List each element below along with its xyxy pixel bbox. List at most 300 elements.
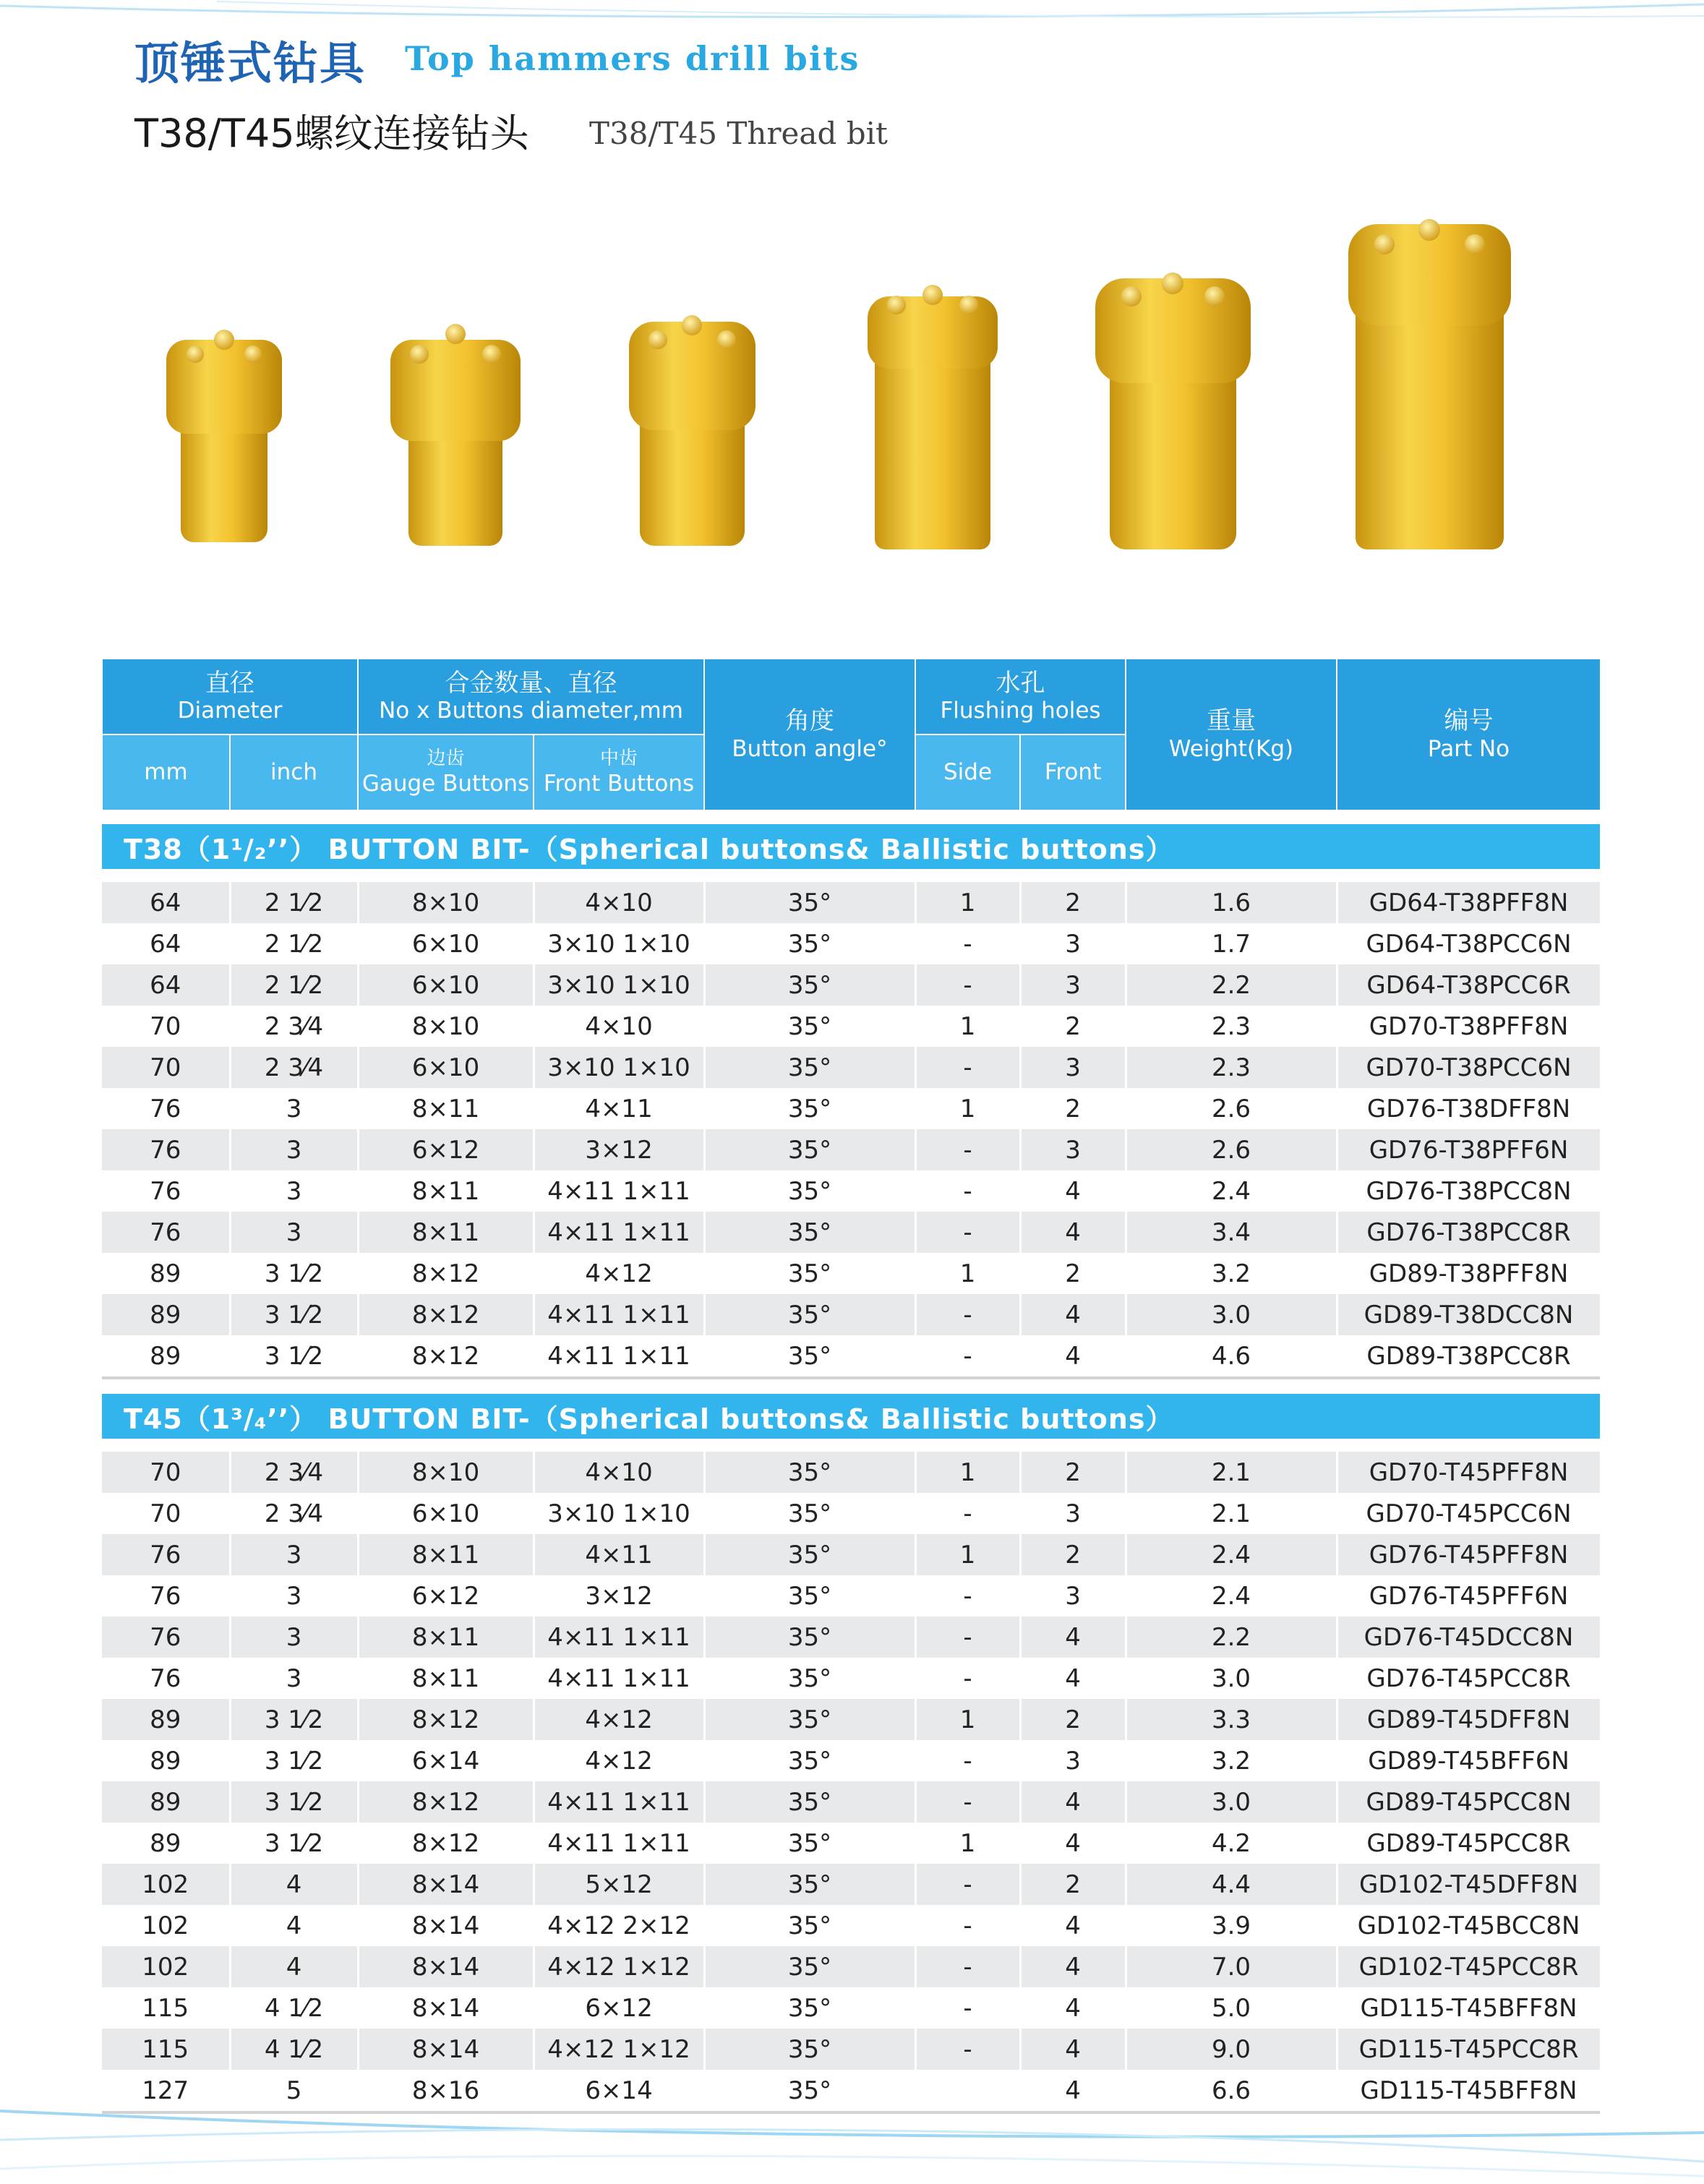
cell-angle: 35° — [704, 1905, 915, 1946]
cell-gauge: 8×12 — [358, 1699, 534, 1740]
cell-inch: 3 — [230, 1575, 358, 1616]
cell-part-no: GD64-T38PCC6N — [1337, 923, 1601, 964]
cell-front: 4 — [1020, 1987, 1126, 2029]
table-row — [102, 1335, 1601, 1376]
table-row — [102, 2029, 1601, 2070]
cell-front-buttons: 4×11 1×11 — [534, 1335, 704, 1376]
cell-angle: 35° — [704, 1253, 915, 1294]
cell-front-buttons: 4×12 — [534, 1740, 704, 1781]
cell-front: 3 — [1020, 964, 1126, 1006]
header-inch: inch — [230, 735, 358, 810]
header-front: Front — [1020, 735, 1126, 810]
cell-side: - — [915, 1129, 1020, 1170]
cell-front-buttons: 4×11 — [534, 1534, 704, 1575]
cell-part-no: GD89-T38PFF8N — [1337, 1253, 1601, 1294]
cell-front: 2 — [1020, 1699, 1126, 1740]
table-row — [102, 1047, 1601, 1088]
cell-weight: 3.0 — [1126, 1781, 1337, 1823]
cell-front-buttons: 4×12 1×12 — [534, 1946, 704, 1987]
cell-front: 4 — [1020, 1823, 1126, 1864]
cell-front-buttons: 3×10 1×10 — [534, 1493, 704, 1534]
cell-weight: 5.0 — [1126, 1987, 1337, 2029]
cell-front: 2 — [1020, 1534, 1126, 1575]
cell-front: 3 — [1020, 1740, 1126, 1781]
cell-inch: 4 1⁄2 — [230, 2029, 358, 2070]
cell-front: 4 — [1020, 1616, 1126, 1658]
cell-angle: 35° — [704, 1170, 915, 1212]
cell-gauge: 8×10 — [358, 1006, 534, 1047]
cell-part-no: GD76-T45PCC8R — [1337, 1658, 1601, 1699]
cell-front-buttons: 3×12 — [534, 1575, 704, 1616]
cell-front: 3 — [1020, 923, 1126, 964]
cell-angle: 35° — [704, 1335, 915, 1376]
cell-front-buttons: 4×12 1×12 — [534, 2029, 704, 2070]
cell-angle: 35° — [704, 1823, 915, 1864]
cell-side: - — [915, 1335, 1020, 1376]
cell-side: - — [915, 2029, 1020, 2070]
cell-weight: 2.4 — [1126, 1534, 1337, 1575]
cell-weight: 2.1 — [1126, 1493, 1337, 1534]
cell-mm: 89 — [102, 1699, 230, 1740]
header-flushing: 水孔 Flushing holes — [915, 659, 1126, 735]
cell-angle: 35° — [704, 1740, 915, 1781]
cell-part-no: GD89-T45BFF6N — [1337, 1740, 1601, 1781]
cell-gauge: 8×16 — [358, 2070, 534, 2111]
cell-part-no: GD115-T45PCC8R — [1337, 2029, 1601, 2070]
table-row — [102, 1212, 1601, 1253]
cell-front: 4 — [1020, 2070, 1126, 2111]
cell-angle: 35° — [704, 1699, 915, 1740]
cell-side: - — [915, 1946, 1020, 1987]
table-row — [102, 882, 1601, 923]
header-front-buttons: 中齿 Front Buttons — [534, 735, 704, 810]
cell-weight: 7.0 — [1126, 1946, 1337, 1987]
cell-gauge: 6×10 — [358, 1047, 534, 1088]
cell-inch: 3 1⁄2 — [230, 1699, 358, 1740]
cell-part-no: GD70-T45PCC6N — [1337, 1493, 1601, 1534]
cell-mm: 115 — [102, 1987, 230, 2029]
cell-angle: 35° — [704, 1864, 915, 1905]
cell-part-no: GD89-T45DFF8N — [1337, 1699, 1601, 1740]
cell-inch: 2 1⁄2 — [230, 923, 358, 964]
cell-inch: 3 1⁄2 — [230, 1253, 358, 1294]
cell-weight: 3.0 — [1126, 1294, 1337, 1335]
cell-mm: 76 — [102, 1129, 230, 1170]
cell-gauge: 8×12 — [358, 1823, 534, 1864]
table-row — [102, 1452, 1601, 1493]
table-row — [102, 1006, 1601, 1047]
cell-gauge: 6×10 — [358, 964, 534, 1006]
cell-gauge: 8×11 — [358, 1170, 534, 1212]
cell-front-buttons: 4×11 1×11 — [534, 1823, 704, 1864]
cell-front-buttons: 4×12 2×12 — [534, 1905, 704, 1946]
cell-front-buttons: 3×10 1×10 — [534, 964, 704, 1006]
cell-gauge: 8×11 — [358, 1534, 534, 1575]
cell-gauge: 6×10 — [358, 923, 534, 964]
section-header — [102, 824, 1601, 869]
cell-front-buttons: 6×12 — [534, 1987, 704, 2029]
cell-weight: 2.3 — [1126, 1006, 1337, 1047]
cell-weight: 3.0 — [1126, 1658, 1337, 1699]
table-row — [102, 1987, 1601, 2029]
table-row — [102, 1493, 1601, 1534]
cell-weight: 9.0 — [1126, 2029, 1337, 2070]
cell-weight: 1.6 — [1126, 882, 1337, 923]
cell-angle: 35° — [704, 923, 915, 964]
drill-bit-image-2 — [390, 324, 521, 546]
table-row — [102, 1534, 1601, 1575]
cell-mm: 89 — [102, 1294, 230, 1335]
cell-part-no: GD76-T38PFF6N — [1337, 1129, 1601, 1170]
cell-weight: 6.6 — [1126, 2070, 1337, 2111]
table-row — [102, 1294, 1601, 1335]
cell-inch: 3 — [230, 1212, 358, 1253]
cell-weight: 3.2 — [1126, 1740, 1337, 1781]
cell-mm: 89 — [102, 1740, 230, 1781]
cell-mm: 89 — [102, 1823, 230, 1864]
cell-inch: 3 — [230, 1616, 358, 1658]
section-spacer — [102, 1439, 1601, 1452]
cell-weight: 4.2 — [1126, 1823, 1337, 1864]
cell-inch: 2 3⁄4 — [230, 1493, 358, 1534]
cell-angle: 35° — [704, 882, 915, 923]
cell-side: - — [915, 964, 1020, 1006]
cell-angle: 35° — [704, 1534, 915, 1575]
cell-side: 1 — [915, 1699, 1020, 1740]
cell-angle: 35° — [704, 2029, 915, 2070]
cell-gauge: 8×14 — [358, 2029, 534, 2070]
cell-front-buttons: 4×11 1×11 — [534, 1781, 704, 1823]
header-partno: 编号 Part No — [1337, 659, 1601, 810]
cell-angle: 35° — [704, 1781, 915, 1823]
cell-gauge: 8×11 — [358, 1658, 534, 1699]
cell-side: - — [915, 1493, 1020, 1534]
cell-angle: 35° — [704, 1129, 915, 1170]
cell-mm: 76 — [102, 1088, 230, 1129]
cell-angle: 35° — [704, 1575, 915, 1616]
cell-part-no: GD102-T45BCC8N — [1337, 1905, 1601, 1946]
cell-front: 4 — [1020, 1781, 1126, 1823]
cell-side: - — [915, 1616, 1020, 1658]
cell-gauge: 8×14 — [358, 1946, 534, 1987]
cell-side: - — [915, 1575, 1020, 1616]
cell-gauge: 8×12 — [358, 1335, 534, 1376]
cell-inch: 3 — [230, 1129, 358, 1170]
cell-mm: 115 — [102, 2029, 230, 2070]
cell-front-buttons: 4×11 1×11 — [534, 1658, 704, 1699]
cell-front-buttons: 4×12 — [534, 1253, 704, 1294]
cell-angle: 35° — [704, 1212, 915, 1253]
cell-front-buttons: 4×11 1×11 — [534, 1616, 704, 1658]
section-title: T45（1³/₄’’） BUTTON BIT-（Spherical buttons& Ballistic buttons） — [102, 1394, 1601, 1439]
cell-gauge: 6×12 — [358, 1575, 534, 1616]
section-spacer — [102, 1379, 1601, 1394]
cell-front-buttons: 4×11 — [534, 1088, 704, 1129]
cell-weight: 1.7 — [1126, 923, 1337, 964]
cell-side: 1 — [915, 1253, 1020, 1294]
cell-weight: 4.6 — [1126, 1335, 1337, 1376]
cell-front-buttons: 4×11 1×11 — [534, 1212, 704, 1253]
cell-front-buttons: 3×10 1×10 — [534, 923, 704, 964]
cell-gauge: 8×12 — [358, 1781, 534, 1823]
cell-inch: 3 1⁄2 — [230, 1335, 358, 1376]
cell-angle: 35° — [704, 1987, 915, 2029]
cell-angle: 35° — [704, 1294, 915, 1335]
cell-weight: 2.2 — [1126, 1616, 1337, 1658]
page-title-en: Top hammers drill bits — [405, 39, 860, 78]
drill-bit-image-1 — [166, 330, 282, 542]
cell-weight: 2.1 — [1126, 1452, 1337, 1493]
cell-inch: 4 — [230, 1905, 358, 1946]
cell-part-no: GD102-T45PCC8R — [1337, 1946, 1601, 1987]
cell-front-buttons: 4×10 — [534, 882, 704, 923]
cell-mm: 76 — [102, 1534, 230, 1575]
cell-weight: 3.9 — [1126, 1905, 1337, 1946]
table-row — [102, 1616, 1601, 1658]
cell-inch: 5 — [230, 2070, 358, 2111]
bottom-wave-decoration — [0, 2097, 1704, 2184]
header-diameter: 直径 Diameter — [102, 659, 358, 735]
cell-front: 4 — [1020, 1212, 1126, 1253]
cell-angle: 35° — [704, 1946, 915, 1987]
cell-gauge: 8×14 — [358, 1905, 534, 1946]
cell-part-no: GD70-T38PFF8N — [1337, 1006, 1601, 1047]
drill-bit-image-5 — [1095, 273, 1251, 549]
cell-side: - — [915, 923, 1020, 964]
drill-bit-image-4 — [868, 285, 998, 549]
table-row — [102, 1781, 1601, 1823]
cell-gauge: 8×11 — [358, 1616, 534, 1658]
cell-side: - — [915, 1047, 1020, 1088]
cell-angle: 35° — [704, 1616, 915, 1658]
cell-side: - — [915, 1294, 1020, 1335]
cell-part-no: GD70-T45PFF8N — [1337, 1452, 1601, 1493]
cell-part-no: GD70-T38PCC6N — [1337, 1047, 1601, 1088]
cell-part-no: GD76-T38PCC8R — [1337, 1212, 1601, 1253]
cell-front: 2 — [1020, 1864, 1126, 1905]
cell-part-no: GD115-T45BFF8N — [1337, 2070, 1601, 2111]
cell-part-no: GD89-T45PCC8N — [1337, 1781, 1601, 1823]
section-header — [102, 1394, 1601, 1439]
cell-part-no: GD89-T38PCC8R — [1337, 1335, 1601, 1376]
table-row — [102, 1253, 1601, 1294]
header-angle: 角度 Button angle° — [704, 659, 915, 810]
cell-inch: 2 3⁄4 — [230, 1452, 358, 1493]
cell-gauge: 8×10 — [358, 882, 534, 923]
cell-mm: 102 — [102, 1946, 230, 1987]
cell-side: - — [915, 1781, 1020, 1823]
cell-inch: 3 1⁄2 — [230, 1823, 358, 1864]
cell-part-no: GD76-T45PFF6N — [1337, 1575, 1601, 1616]
cell-mm: 89 — [102, 1335, 230, 1376]
cell-mm: 102 — [102, 1905, 230, 1946]
cell-front: 2 — [1020, 1088, 1126, 1129]
cell-inch: 3 — [230, 1170, 358, 1212]
cell-angle: 35° — [704, 1006, 915, 1047]
cell-side: 1 — [915, 1823, 1020, 1864]
cell-front: 4 — [1020, 2029, 1126, 2070]
cell-part-no: GD89-T45PCC8R — [1337, 1823, 1601, 1864]
cell-angle: 35° — [704, 1493, 915, 1534]
cell-inch: 2 3⁄4 — [230, 1047, 358, 1088]
cell-angle: 35° — [704, 2070, 915, 2111]
cell-front: 2 — [1020, 882, 1126, 923]
table-row — [102, 964, 1601, 1006]
page-subtitle-en: T38/T45 Thread bit — [589, 116, 888, 151]
header-weight: 重量 Weight(Kg) — [1126, 659, 1337, 810]
cell-mm: 89 — [102, 1253, 230, 1294]
cell-side: 1 — [915, 1534, 1020, 1575]
cell-gauge: 6×14 — [358, 1740, 534, 1781]
drill-bit-image-6 — [1348, 219, 1511, 549]
cell-weight: 2.3 — [1126, 1047, 1337, 1088]
table-row — [102, 1575, 1601, 1616]
cell-part-no: GD76-T45DCC8N — [1337, 1616, 1601, 1658]
cell-part-no: GD76-T38DFF8N — [1337, 1088, 1601, 1129]
cell-side: - — [915, 1905, 1020, 1946]
cell-angle: 35° — [704, 1047, 915, 1088]
table-row — [102, 1740, 1601, 1781]
cell-weight: 3.3 — [1126, 1699, 1337, 1740]
cell-side: - — [915, 1987, 1020, 2029]
drill-bit-image-3 — [629, 315, 755, 546]
table-row — [102, 1823, 1601, 1864]
cell-weight: 2.6 — [1126, 1088, 1337, 1129]
cell-mm: 76 — [102, 1170, 230, 1212]
cell-mm: 70 — [102, 1047, 230, 1088]
cell-front: 3 — [1020, 1493, 1126, 1534]
cell-gauge: 8×14 — [358, 1987, 534, 2029]
cell-front: 3 — [1020, 1129, 1126, 1170]
header-gauge-buttons: 边齿 Gauge Buttons — [358, 735, 534, 810]
cell-weight: 2.4 — [1126, 1575, 1337, 1616]
cell-part-no: GD102-T45DFF8N — [1337, 1864, 1601, 1905]
table-row — [102, 923, 1601, 964]
cell-front: 4 — [1020, 1294, 1126, 1335]
cell-front: 3 — [1020, 1575, 1126, 1616]
cell-inch: 3 — [230, 1534, 358, 1575]
specifications-table — [101, 658, 1602, 2114]
cell-inch: 3 1⁄2 — [230, 1294, 358, 1335]
cell-gauge: 8×12 — [358, 1253, 534, 1294]
cell-side: - — [915, 1170, 1020, 1212]
cell-part-no: GD64-T38PCC6R — [1337, 964, 1601, 1006]
cell-weight: 4.4 — [1126, 1864, 1337, 1905]
cell-front: 4 — [1020, 1170, 1126, 1212]
cell-mm: 76 — [102, 1212, 230, 1253]
table-row — [102, 1129, 1601, 1170]
section-title: T38（1¹/₂’’） BUTTON BIT-（Spherical buttons& Ballistic buttons） — [102, 824, 1601, 869]
cell-inch: 3 1⁄2 — [230, 1740, 358, 1781]
cell-mm: 70 — [102, 1006, 230, 1047]
cell-mm: 70 — [102, 1452, 230, 1493]
table-row — [102, 1170, 1601, 1212]
cell-inch: 2 3⁄4 — [230, 1006, 358, 1047]
table-row — [102, 1905, 1601, 1946]
cell-angle: 35° — [704, 964, 915, 1006]
cell-mm: 89 — [102, 1781, 230, 1823]
cell-front-buttons: 6×14 — [534, 2070, 704, 2111]
cell-front-buttons: 4×11 1×11 — [534, 1170, 704, 1212]
header-side: Side — [915, 735, 1020, 810]
cell-inch: 2 1⁄2 — [230, 882, 358, 923]
cell-front-buttons: 4×10 — [534, 1006, 704, 1047]
cell-gauge: 8×14 — [358, 1864, 534, 1905]
cell-front-buttons: 4×11 1×11 — [534, 1294, 704, 1335]
table-row — [102, 1088, 1601, 1129]
cell-angle: 35° — [704, 1658, 915, 1699]
cell-side: 1 — [915, 882, 1020, 923]
cell-front: 4 — [1020, 1335, 1126, 1376]
cell-gauge: 8×10 — [358, 1452, 534, 1493]
cell-gauge: 6×10 — [358, 1493, 534, 1534]
cell-side: 1 — [915, 1006, 1020, 1047]
cell-front-buttons: 4×10 — [534, 1452, 704, 1493]
cell-side: - — [915, 1740, 1020, 1781]
cell-weight: 3.2 — [1126, 1253, 1337, 1294]
cell-angle: 35° — [704, 1088, 915, 1129]
cell-mm: 76 — [102, 1658, 230, 1699]
cell-front-buttons: 4×12 — [534, 1699, 704, 1740]
cell-front-buttons: 3×12 — [534, 1129, 704, 1170]
section-spacer — [102, 869, 1601, 882]
cell-front: 4 — [1020, 1658, 1126, 1699]
cell-mm: 64 — [102, 964, 230, 1006]
cell-inch: 3 1⁄2 — [230, 1781, 358, 1823]
cell-part-no: GD64-T38PFF8N — [1337, 882, 1601, 923]
cell-side: 1 — [915, 1088, 1020, 1129]
table-row — [102, 1658, 1601, 1699]
page-subtitle-cn: T38/T45螺纹连接钻头 — [134, 111, 529, 156]
cell-front: 2 — [1020, 1253, 1126, 1294]
table-row — [102, 1946, 1601, 1987]
cell-gauge: 8×11 — [358, 1212, 534, 1253]
cell-front: 2 — [1020, 1006, 1126, 1047]
drill-bits-illustration — [145, 210, 1518, 564]
cell-front: 4 — [1020, 1905, 1126, 1946]
cell-side: - — [915, 1864, 1020, 1905]
table-row — [102, 1864, 1601, 1905]
cell-inch: 2 1⁄2 — [230, 964, 358, 1006]
table-row — [102, 1699, 1601, 1740]
cell-front: 3 — [1020, 1047, 1126, 1088]
table-body — [102, 810, 1601, 2114]
cell-front: 2 — [1020, 1452, 1126, 1493]
cell-part-no: GD76-T38PCC8N — [1337, 1170, 1601, 1212]
cell-gauge: 8×12 — [358, 1294, 534, 1335]
cell-inch: 4 1⁄2 — [230, 1987, 358, 2029]
cell-part-no: GD89-T38DCC8N — [1337, 1294, 1601, 1335]
cell-inch: 4 — [230, 1864, 358, 1905]
cell-inch: 4 — [230, 1946, 358, 1987]
cell-front-buttons: 5×12 — [534, 1864, 704, 1905]
cell-front: 4 — [1020, 1946, 1126, 1987]
cell-mm: 76 — [102, 1616, 230, 1658]
cell-weight: 2.6 — [1126, 1129, 1337, 1170]
cell-side: 1 — [915, 1452, 1020, 1493]
cell-mm: 64 — [102, 882, 230, 923]
cell-mm: 70 — [102, 1493, 230, 1534]
cell-part-no: GD115-T45BFF8N — [1337, 1987, 1601, 2029]
cell-front-buttons: 3×10 1×10 — [534, 1047, 704, 1088]
cell-mm: 127 — [102, 2070, 230, 2111]
cell-weight: 2.4 — [1126, 1170, 1337, 1212]
cell-inch: 3 — [230, 1088, 358, 1129]
cell-inch: 3 — [230, 1658, 358, 1699]
header-mm: mm — [102, 735, 230, 810]
header-buttons: 合金数量、直径 No x Buttons diameter,mm — [358, 659, 704, 735]
cell-angle: 35° — [704, 1452, 915, 1493]
